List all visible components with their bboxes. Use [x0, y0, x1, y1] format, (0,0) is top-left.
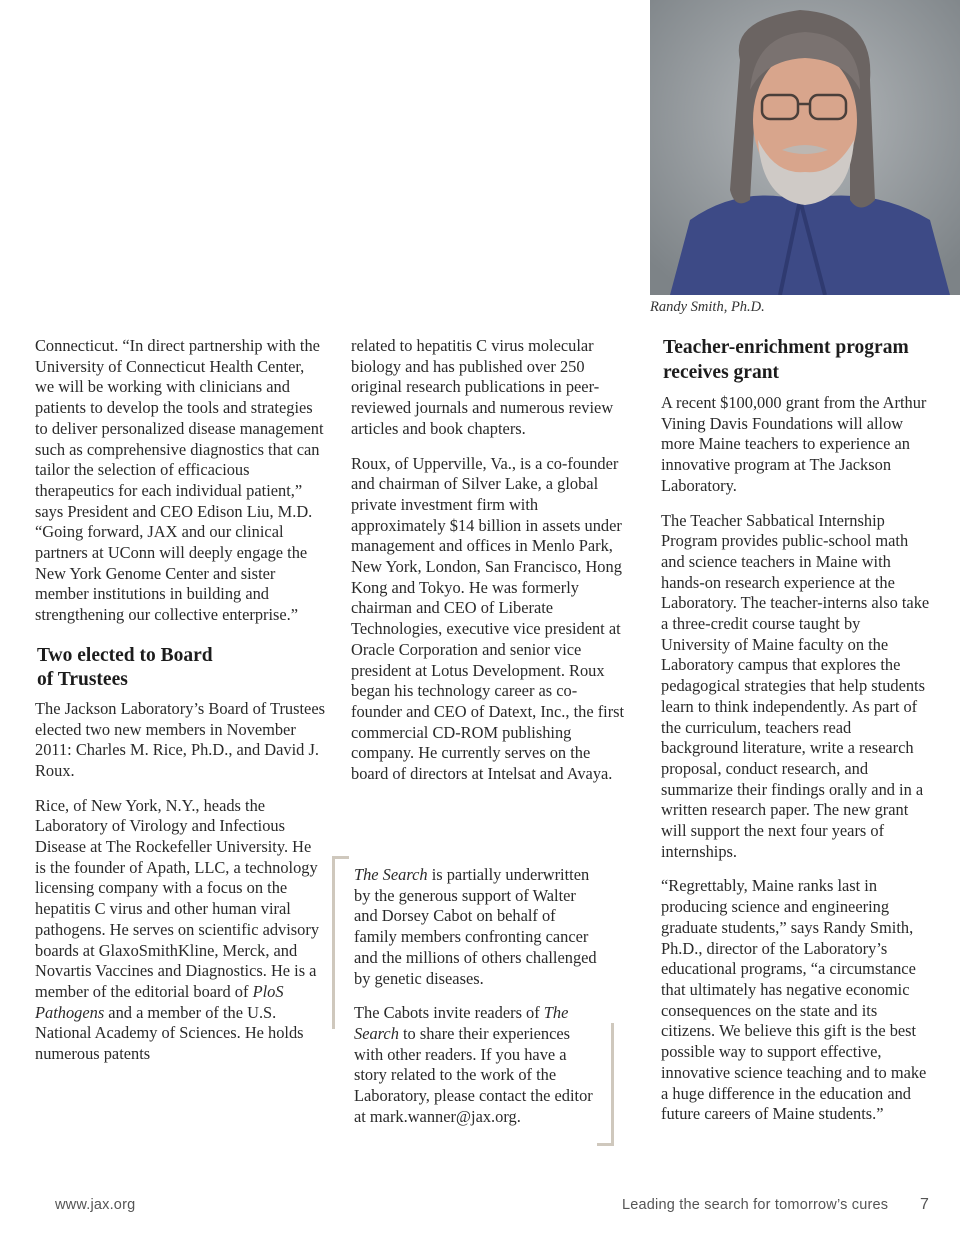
sidebar-paragraph-invite	[354, 1003, 599, 1127]
bracket-decoration	[332, 856, 349, 1029]
footer-tagline: Leading the search for tomorrow’s cures	[622, 1197, 889, 1213]
column-3	[661, 336, 931, 1125]
journal-title: PloS Pathogens	[35, 981, 284, 1022]
paragraph-quote: “Regrettably, Maine ranks last in producing science and engineering graduate students,” says Randy Smith, Ph.D., director of the Laboratory’s educational programs, “a circumstance that ultimately has negative economic consequences on the state and its citizens. We believe this gift is the best possible way to support effective, innovative science teaching and to make a huge difference in the education and future careers of Maine students.”	[661, 876, 927, 1124]
heading-board-of-trustees	[37, 644, 325, 693]
portrait-illustration	[650, 0, 960, 295]
photo-caption: Randy Smith, Ph.D.	[650, 299, 765, 315]
paragraph-continued: related to hepatitis C virus molecular biology and has published over 250 original research publications in peer-reviewed journals and numerous review articles and book chapters.	[351, 336, 614, 438]
paragraph-rice	[35, 796, 325, 1065]
text-run: The Cabots invite readers of	[354, 1003, 544, 1023]
text-run: is partially underwritten by the generous support of Walter and Dorsey Cabot on behalf of family members confronting cancer and the millions of others challenged by genetic diseases.	[354, 865, 597, 988]
text-run: Rice, of New York, N.Y., heads the Laboratory of Virology and Infectious Disease at The Rockefeller University. He is the founder of Apath, LLC, a technology licensing company with a focus on the hepatitis C virus and other human viral pathogens. He serves on scientific advisory boards at GlaxoSmithKline, Merck, and Novartis Vaccines and Diagnostics. He is a member of the editorial board of	[35, 795, 320, 1001]
paragraph-roux: Roux, of Upperville, Va., is a co-founder and chairman of Silver Lake, a global private investment firm with approximately $14 billion in assets under management and offices in Menlo Park, New York, London, San Francisco, Hong Kong and Tokyo. He was formerly chairman and CEO of Liberate Technologies, executive vice president at Oracle Corporation and senior vice president at Lotus Development. Roux began his technology career as co-founder and CEO of Datext, Inc., the first commercial CD-ROM publishing company. He currently serves on the board of directors at Intelsat and Avaya.	[351, 453, 625, 784]
sponsor-sidebar	[332, 856, 614, 1146]
heading-line: receives grant	[663, 361, 780, 383]
heading-line: of Trustees	[37, 669, 128, 691]
paragraph-board: The Jackson Laboratory’s Board of Trustees elected two new members in November 2011: Charles M. Rice, Ph.D., and David J. Roux.	[35, 698, 325, 780]
sidebar-paragraph-underwriting	[354, 865, 599, 989]
paragraph-program: The Teacher Sabbatical Internship Program provides public-school math and science teachers in Maine with hands-on research experience at the Laboratory. The teacher-interns also take a three-credit course taught by University of Maine faculty on the Laboratory campus that explores the pedagogical strategies that help students learn to think independently. As part of the curriculum, teachers read background literature, write a research proposal, conduct research, and summarize their findings orally and in a written research paper. The new grant will support the next four years of internships.	[661, 510, 930, 861]
bracket-decoration	[597, 1023, 614, 1146]
page-number: 7	[920, 1196, 930, 1213]
publication-title: The Search	[354, 865, 428, 884]
text-run: to share their experiences with other readers. If you have a story related to the work of the Laboratory, please contact the editor at mark.wanner@jax.org.	[354, 1023, 593, 1126]
text-run: and a member of the U.S. National Academy of Sciences. He holds numerous patents	[35, 1002, 304, 1064]
footer-url[interactable]: www.jax.org	[55, 1197, 136, 1213]
paragraph-grant: A recent $100,000 grant from the Arthur Vining Davis Foundations will allow more Maine teachers to experience an innovative program at The Jackson Laboratory.	[661, 393, 927, 495]
heading-line: Two elected to Board	[37, 644, 213, 666]
column-2	[351, 336, 626, 785]
publication-title: The Search	[354, 1003, 569, 1043]
heading-teacher-enrichment	[663, 336, 931, 385]
paragraph-intro: Connecticut. “In direct partnership with the University of Connecticut Health Center, we will be working with clinicians and patients to develop the tools and strategies to deliver personalized disease management such as comprehensive diagnostics that can tailor the selection of efficacious therapeutics for each individual patient,” says President and CEO Edison Liu, M.D. “Going forward, JAX and our clinical partners at UConn will deeply engage the New York Genome Center and sister member institutions in building and strengthening our collective enterprise.”	[35, 336, 324, 625]
portrait-photo	[650, 0, 960, 295]
column-1	[35, 336, 325, 1065]
heading-line: Teacher-enrichment program	[663, 337, 909, 358]
